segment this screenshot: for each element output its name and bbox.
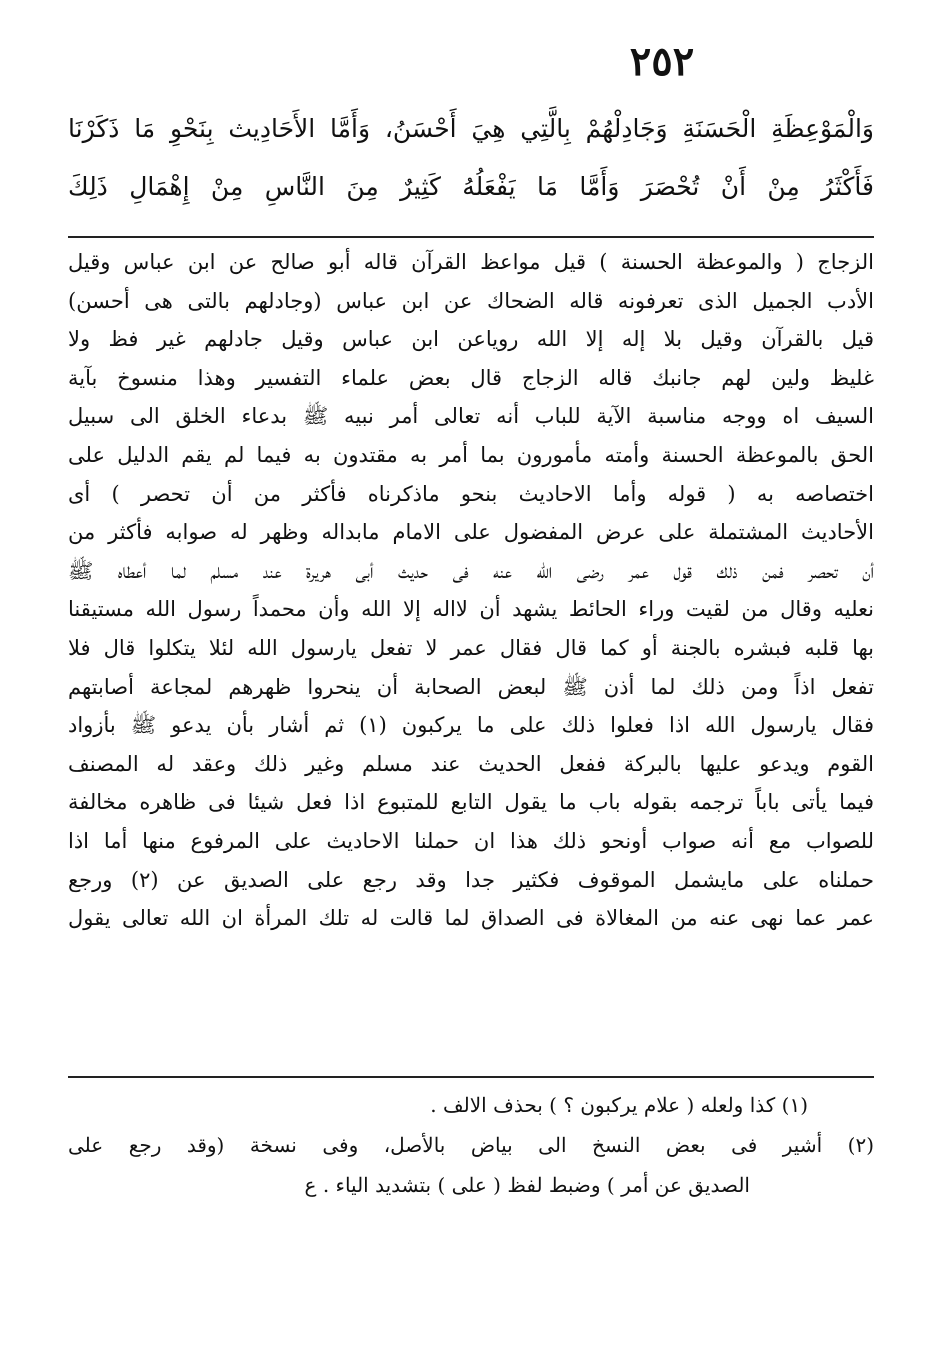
footnote-line: (٢) أشير فى بعض النسخ الى بياض بالأصل، وفى نسخة (وقد رجع على [68,1133,874,1157]
commentary-line: للصواب مع أنه صواب أونحو ذلك هذا ان حملنا الاحاديث على المرفوع منها أما اذا [68,828,874,853]
commentary-line: غليظ ولين لهم جانبك قاله الزجاج قال بعض علماء التفسير وهذا منسوخ بآية [68,365,874,390]
commentary-line: بها قلبه فبشره بالجنة أو كما قال فقال عمر لا تفعل يارسول الله لئلا يتكلوا قال فلا [68,635,874,660]
commentary-line: قيل بالقرآن وقيل بلا إله إلا الله روياعن ابن عباس وقيل جادلهم غير فظ ولا [68,327,874,352]
footnote-line: الصديق عن أمر ) وضبط لفظ ( على ) بتشديد الياء . ع [304,1173,750,1197]
page-number: ٢٥٢ [629,38,695,85]
footnote-line: (١) كذا ولعله ( علام يركبون ؟ ) بحذف الالف . [430,1093,808,1117]
commentary-line: الزجاج ( والموعظة الحسنة ) قيل مواعظ القرآن قاله أبو صالح عن ابن عباس وقيل [68,250,874,274]
matn-line: فَأَكْثَرُ مِنْ أَنْ تُحْصَرَ وَأَمَّا مَا يَفْعَلُهُ كَثِيرٌ مِنَ النَّاسِ مِنْ إِهْمَالِ ذَلِكَ [68,172,874,201]
commentary-line: القوم ويدعو عليها بالبركة ففعل الحديث عند مسلم وغير ذلك وعقد له المصنف [68,751,874,776]
commentary-line: تفعل اذاً ومن ذلك لما أذن ﷺ لبعض الصحابة أن ينحروا ظهرهم لمجاعة أصابتهم [68,674,874,699]
commentary-line: الأدب الجميل الذى تعرفونه قاله الضحاك عن ابن عباس (وجادلهم بالتى هى أحسن) [68,288,874,313]
matn-text [68,100,874,216]
matn-line: وَالْمَوْعِظَةِ الْحَسَنَةِ وَجَادِلْهُمْ بِالَّتِي هِيَ أَحْسَنُ، وَأَمَّا الأَحَادِيث بِنَحْوِ مَا ذَكَرْنَا [68,114,874,143]
commentary-text [68,243,874,938]
commentary-line: نعليه وقال من لقيت وراء الحائط يشهد أن لااله إلا الله وأن محمداً رسول الله مستيقنا [68,597,874,622]
commentary-line: فقال يارسول الله اذا فعلوا ذلك على ما يركبون (١) ثم أشار بأن يدعو ﷺ بأزواد [68,713,874,738]
commentary-line: السيف اه ووجه مناسبة الآية للباب أنه تعالى أمر نبيه ﷺ بدعاء الخلق الى سبيل [68,404,874,429]
commentary-line: فيما يأتى باباً ترجمه بقوله باب ما يقول التابع للمتبوع اذا فعل شيئا فى ظاهره مخالفة [68,790,874,815]
divider-top [68,236,874,238]
commentary-line: حملناه على مايشمل الموقوف فكثير جدا وقد رجع على الصديق عن (٢) ورجع [68,867,874,892]
commentary-line: الحق بالموعظة الحسنة وأمته مأمورون بما أمر به مقتدون به فيما لم يقم الدليل على [68,442,874,467]
footnotes [68,1085,874,1205]
commentary-line: أن تحصر فمن ذلك قول عمر رضى الله عنه فى حديث أبى هريرة عند مسلم لما أعطاه ﷺ [68,558,874,583]
commentary-line: اختصاصه به ( قوله وأما الاحاديث بنحو ماذكرناه فأكثر من أن تحصر ) أى [68,481,874,506]
commentary-line: عمر عما نهى عنه من المغالاة فى الصداق لما قالت له تلك المرأة ان الله تعالى يقول [68,906,874,931]
commentary-line: الأحاديث المشتملة على عرض المفضول على الامام مابداله وظهر له صوابه فأكثر من [68,520,874,545]
divider-footnotes [68,1076,874,1078]
